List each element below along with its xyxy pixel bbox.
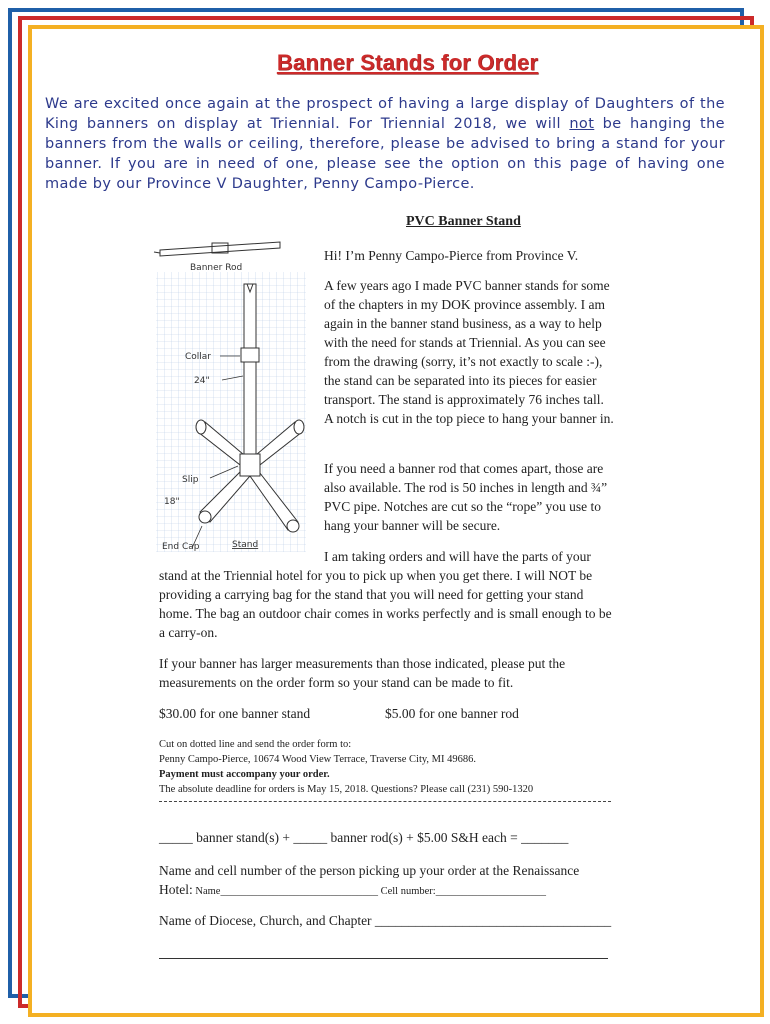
extra-line-field[interactable] bbox=[159, 958, 608, 959]
intro-paragraph bbox=[45, 94, 725, 194]
label-length-18: 18" bbox=[164, 497, 180, 507]
name-field[interactable]: Name______________________________ bbox=[192, 886, 378, 897]
page-title: Banner Stands for Order bbox=[276, 50, 539, 75]
rod-description-paragraph: If you need a banner rod that comes apart, those are also available. The rod is 50 inches in length and ¾” PVC pipe. Notches are cut so the “rope” you use to hang your banner will be secure. bbox=[324, 461, 608, 533]
label-banner-rod: Banner Rod bbox=[190, 263, 243, 273]
stand-description-paragraph: A few years ago I made PVC banner stands for some of the chapters in my DOK province assembly. I am again in the banner stand business, as a way to help with the need for stands at Triennial. As you can see from the drawing (sorry, it’s not exactly to scale :-), the stand can be separated into its pieces for easier transport. The stand is approximately 76 inches tall. A notch is cut in the top piece to hang your banner in. bbox=[324, 278, 614, 426]
section-heading: PVC Banner Stand bbox=[406, 214, 521, 229]
measurements-paragraph: If your banner has larger measurements than those indicated, please put the measurements on the order form so your stand can be made to fit. bbox=[159, 656, 566, 690]
cell-number-field[interactable]: Cell number:_____________________ bbox=[377, 886, 546, 897]
greeting-paragraph: Hi! I’m Penny Campo-Pierce from Province V. bbox=[324, 248, 579, 263]
label-length-24: 24" bbox=[194, 376, 210, 386]
pickup-label: Name and cell number of the person picking up your order at the Renaissance bbox=[159, 863, 580, 878]
instruction-payment: Payment must accompany your order. bbox=[159, 769, 330, 780]
intro-emphasis: not bbox=[569, 116, 595, 132]
orders-paragraph-start: I am taking orders and will have the parts of your bbox=[324, 549, 591, 564]
label-stand: Stand bbox=[232, 540, 259, 550]
order-quantity-line[interactable]: _____ banner stand(s) + _____ banner rod(s) + $5.00 S&H each = _______ bbox=[159, 830, 569, 845]
banner-stand-drawing bbox=[150, 222, 320, 562]
hotel-label: Hotel: bbox=[159, 882, 193, 897]
diocese-field[interactable]: Name of Diocese, Church, and Chapter ___________________________________ bbox=[159, 913, 612, 928]
pickup-fields bbox=[159, 880, 614, 901]
label-slip: Slip bbox=[182, 475, 199, 485]
intro-part2: be hanging the banners from the walls or ceiling, therefore, please be advised to bring a stand for your banner. If you are in need of one, please see the option on this page of having one made by our Province V Daughter, Penny Campo-Pierce. bbox=[45, 116, 725, 192]
label-collar: Collar bbox=[185, 352, 212, 362]
label-end-cap: End Cap bbox=[162, 542, 200, 552]
banner-rod-sketch bbox=[154, 242, 280, 256]
cut-dotted-line bbox=[159, 801, 611, 802]
instruction-deadline: The absolute deadline for orders is May 15, 2018. Questions? Please call (231) 590-1320 bbox=[159, 784, 534, 795]
intro-part1: We are excited once again at the prospect of having a large display of Daughters of the King banners on display at Triennial. For Triennial 2018, we will bbox=[45, 96, 725, 132]
price-stand: $30.00 for one banner stand bbox=[159, 706, 311, 721]
instruction-address: Penny Campo-Pierce, 10674 Wood View Terrace, Traverse City, MI 49686. bbox=[159, 754, 477, 765]
instruction-cut-line: Cut on dotted line and send the order form to: bbox=[159, 739, 352, 750]
orders-paragraph-rest: stand at the Triennial hotel for you to pick up when you get there. I will NOT be providing a carrying bag for the stand that you will need for getting your stand home. The bag an outdoor chair comes in works perfectly and is small enough to be a carry-on. bbox=[159, 568, 612, 640]
price-rod: $5.00 for one banner rod bbox=[385, 706, 519, 721]
